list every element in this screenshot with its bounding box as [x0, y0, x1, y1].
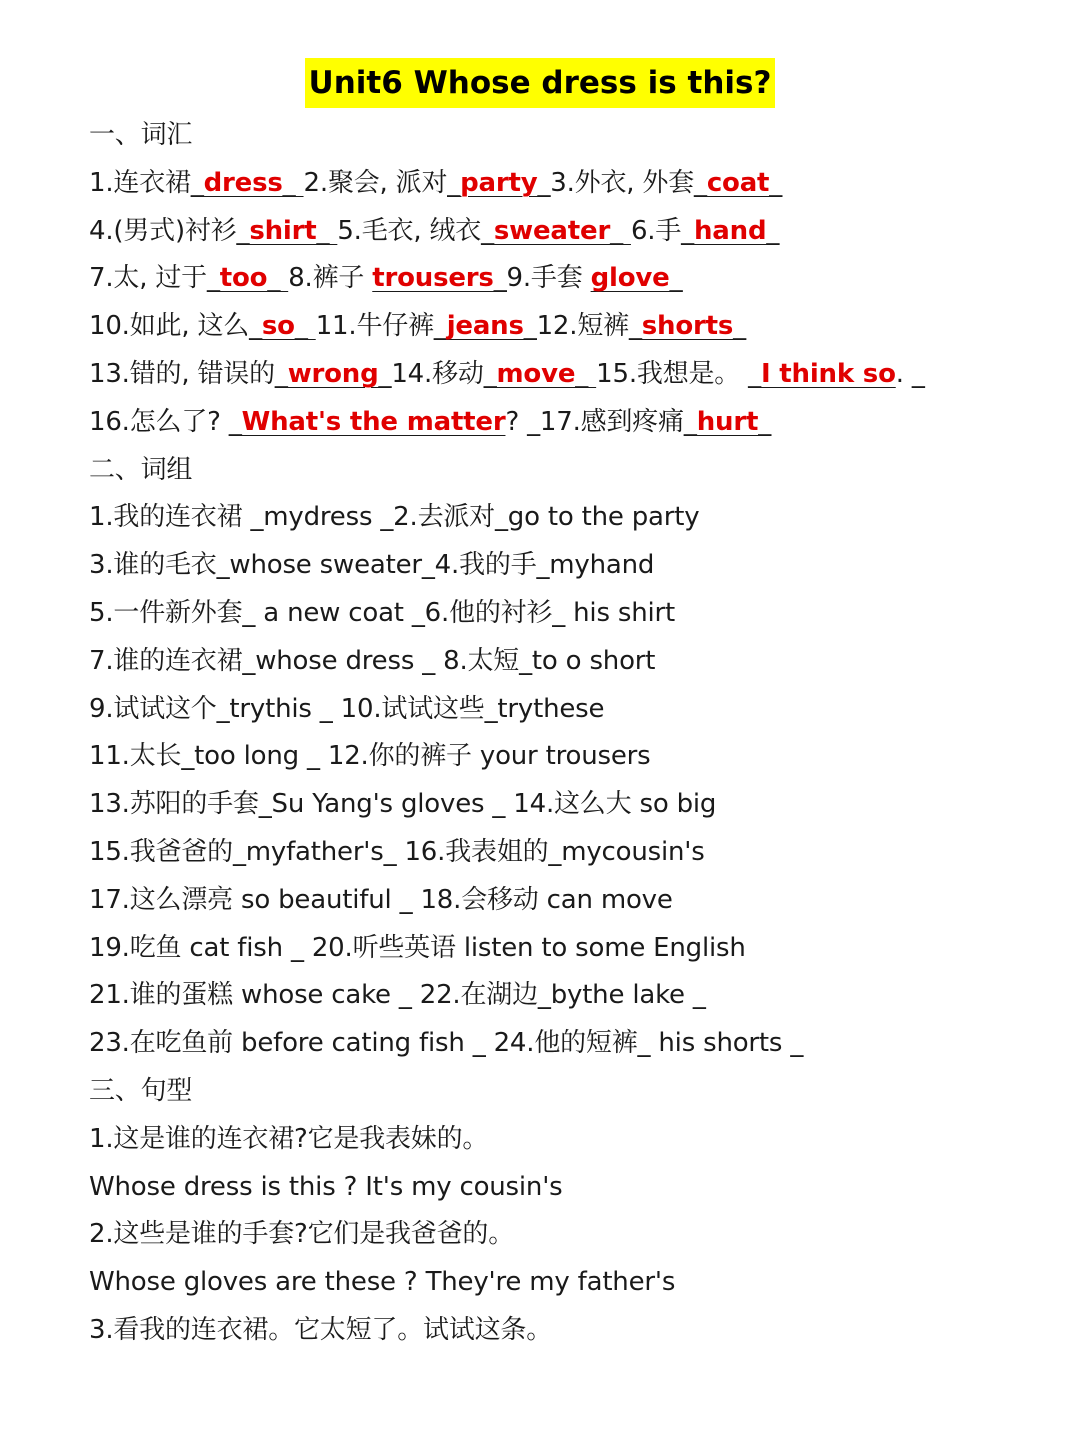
- vocab-blank: _: [294, 311, 316, 342]
- sentence-line: 2.这些是谁的手套?它们是我爸爸的。: [89, 1219, 515, 1250]
- vocab-answer: What's the matter: [241, 406, 506, 437]
- sentences-list: [89, 1116, 1069, 1355]
- vocab-answer: party: [460, 167, 538, 198]
- vocab-blank: _: [575, 358, 597, 389]
- page-title: Unit6 Whose dress is this?: [305, 58, 776, 108]
- vocab-answer: sweater: [493, 215, 611, 246]
- vocab-prompt: 3.外衣, 外套: [550, 167, 695, 198]
- vocab-answer: shorts: [641, 311, 734, 342]
- vocab-answer: hand: [693, 215, 767, 246]
- vocab-blank: _: [683, 406, 697, 437]
- vocab-blank: _: [769, 167, 783, 198]
- vocab-blank: _: [523, 311, 537, 342]
- vocab-blank: _: [447, 167, 461, 198]
- phrases-list: [89, 494, 1069, 1068]
- section-sentences-heading: 三、句型: [89, 1075, 193, 1106]
- phrase-line: 1.我的连衣裙 _mydress _2.去派对_go to the party: [89, 502, 700, 533]
- vocab-prompt: 4.(男式)衬衫: [89, 215, 237, 246]
- section-phrases-heading: 二、词组: [89, 454, 193, 485]
- vocab-blank: _: [481, 215, 494, 246]
- vocab-prompt: 13.错的, 错误的: [89, 358, 275, 389]
- vocab-answer: jeans: [446, 311, 524, 342]
- vocab-prompt: . _: [895, 358, 925, 389]
- vocab-answer: I think so: [760, 358, 896, 389]
- vocab-blank: _: [669, 263, 683, 294]
- vocab-line: [89, 351, 1069, 399]
- vocab-blank: _: [748, 358, 761, 389]
- phrase-line: 15.我爸爸的_myfather's_ 16.我表姐的_mycousin's: [89, 836, 705, 867]
- vocab-blank: _: [190, 167, 204, 198]
- vocab-blank: _: [228, 406, 242, 437]
- vocab-blank: _: [274, 358, 288, 389]
- vocab-blank: _: [766, 215, 780, 246]
- vocab-answer: shirt: [249, 215, 317, 246]
- phrase-line: 5.一件新外套_ a new coat _6.他的衬衫_ his shirt: [89, 597, 675, 628]
- vocab-prompt: 9.手套: [506, 263, 591, 294]
- vocab-blank: _: [249, 311, 262, 342]
- vocab-prompt: 11.牛仔裤: [315, 311, 434, 342]
- section-vocabulary-heading: 一、词汇: [89, 120, 193, 150]
- vocab-blank: _: [378, 358, 392, 389]
- phrase-line: 3.谁的毛衣_whose sweater_4.我的手_myhand: [89, 550, 655, 581]
- vocab-answer: too: [219, 263, 268, 294]
- vocab-blank: _: [493, 263, 507, 294]
- vocabulary-list: [89, 160, 1069, 447]
- vocab-blank: _: [758, 406, 771, 437]
- phrase-line: 19.吃鱼 cat fish _ 20.听些英语 listen to some English: [89, 932, 746, 963]
- phrase-line: 13.苏阳的手套_Su Yang's gloves _ 14.这么大 so big: [89, 789, 717, 820]
- vocab-line: [89, 399, 1069, 447]
- worksheet-content: [89, 112, 1069, 1355]
- vocab-line: [89, 208, 1069, 256]
- vocab-prompt: 8.裤子: [288, 263, 373, 294]
- vocab-blank: _: [282, 167, 304, 198]
- vocab-prompt: ? _17.感到疼痛: [505, 406, 684, 437]
- vocab-line: [89, 160, 1069, 208]
- sentence-line: Whose gloves are these ? They're my father's: [89, 1267, 676, 1298]
- vocab-answer: trousers: [372, 263, 494, 294]
- vocab-blank: _: [628, 311, 642, 342]
- vocab-prompt: 2.聚会, 派对: [303, 167, 448, 198]
- sentence-line: 3.看我的连衣裙。它太短了。试试这条。: [89, 1314, 553, 1345]
- vocab-blank: _: [433, 311, 447, 342]
- vocab-prompt: 16.怎么了?: [89, 406, 229, 437]
- vocab-answer: so: [261, 311, 295, 342]
- phrase-line: 11.太长_too long _ 12.你的裤子 your trousers: [89, 741, 651, 772]
- title-wrapper: [0, 58, 1080, 108]
- sentence-line: Whose dress is this ? It's my cousin's: [89, 1171, 563, 1202]
- phrase-line: 9.试试这个_trythis _ 10.试试这些_trythese: [89, 693, 605, 724]
- vocab-blank: _: [483, 358, 497, 389]
- vocab-prompt: 10.如此, 这么: [89, 311, 250, 342]
- phrase-line: 17.这么漂亮 so beautiful _ 18.会移动 can move: [89, 884, 673, 915]
- vocab-answer: dress: [203, 167, 283, 198]
- vocab-prompt: 1.连衣裙: [89, 167, 191, 198]
- vocab-blank: _: [267, 263, 289, 294]
- vocab-answer: move: [496, 358, 576, 389]
- vocab-blank: _: [206, 263, 220, 294]
- vocab-prompt: 5.毛衣, 绒衣: [337, 215, 482, 246]
- phrase-line: 23.在吃鱼前 before cating fish _ 24.他的短裤_ his shorts _: [89, 1028, 804, 1059]
- vocab-answer: glove: [590, 263, 670, 294]
- vocab-line: [89, 255, 1069, 303]
- vocab-blank: _: [681, 215, 694, 246]
- vocab-blank: _: [610, 215, 631, 246]
- vocab-line: [89, 303, 1069, 351]
- vocab-blank: _: [537, 167, 551, 198]
- vocab-blank: _: [733, 311, 746, 342]
- sentence-line: 1.这是谁的连衣裙?它是我表妹的。: [89, 1123, 489, 1154]
- vocab-blank: _: [694, 167, 707, 198]
- vocab-prompt: 15.我想是。: [596, 358, 749, 389]
- vocab-blank: _: [236, 215, 250, 246]
- vocab-prompt: 14.移动: [391, 358, 484, 389]
- vocab-answer: coat: [706, 167, 770, 198]
- vocab-prompt: 7.太, 过于: [89, 263, 207, 294]
- vocab-answer: hurt: [696, 406, 759, 437]
- vocab-blank: _: [316, 215, 338, 246]
- vocab-prompt: 6.手: [630, 215, 682, 246]
- vocab-answer: wrong: [287, 358, 379, 389]
- vocab-prompt: 12.短裤: [536, 311, 629, 342]
- phrase-line: 21.谁的蛋糕 whose cake _ 22.在湖边_bythe lake _: [89, 980, 706, 1011]
- phrase-line: 7.谁的连衣裙_whose dress _ 8.太短_to o short: [89, 645, 656, 676]
